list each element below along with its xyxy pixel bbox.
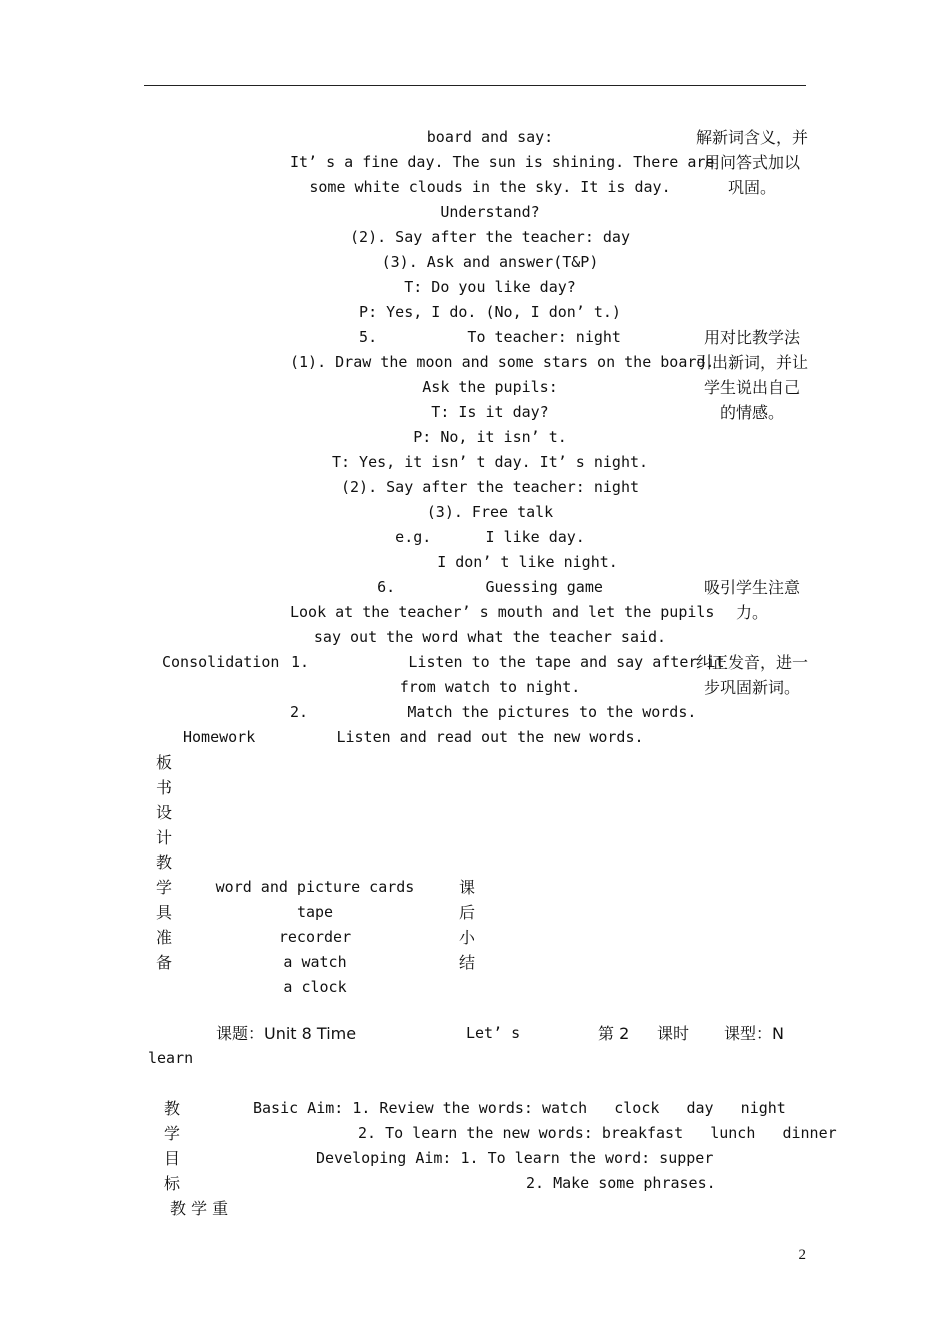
activity-line: Understand? — [440, 203, 540, 221]
lesson-type: 课型：N — [724, 1024, 784, 1043]
activity-line: P: Yes, I do. (No, I don’ t.) — [359, 303, 621, 321]
stage-consolidation: Consolidation — [162, 653, 280, 671]
activity-line: (3). Free talk — [426, 503, 554, 521]
objective-line: 2. To learn the new words: breakfast lunch dinner — [358, 1124, 837, 1142]
lesson-period: 第 2 — [598, 1024, 630, 1043]
purpose-line: 吸引学生注意 — [703, 578, 800, 597]
activity-line: e.g. I like day. — [395, 528, 585, 546]
purpose-line: 步巩固新词。 — [703, 678, 800, 697]
header-rule — [144, 85, 806, 86]
lesson-lets: Let’ s — [466, 1024, 521, 1042]
activity-line: T: Yes, it isn’ t day. It’ s night. — [331, 453, 649, 471]
activity-line: 6. Guessing game — [377, 578, 603, 596]
activity-line: Look at the teacher’ s mouth and let the pupils — [290, 603, 715, 621]
activity-line: 5. To teacher: night — [359, 328, 621, 346]
activity-line: 1. Listen to the tape and say after it — [291, 653, 725, 671]
objective-line: 2. Make some phrases. — [526, 1174, 716, 1192]
activity-line: It’ s a fine day. The sun is shining. There are — [290, 153, 715, 171]
activity-line: (3). Ask and answer(T&P) — [381, 253, 599, 271]
activity-line: P: No, it isn’ t. — [413, 428, 567, 446]
key-points-label: 教 学 重 — [170, 1199, 229, 1218]
aids-item: a clock — [283, 978, 347, 996]
purpose-line: 力。 — [735, 603, 768, 622]
activity-line: say out the word what the teacher said. — [313, 628, 667, 646]
activity-line: some white clouds in the sky. It is day. — [309, 178, 671, 196]
purpose-line: 引出新词，并让 — [695, 353, 808, 372]
objective-line: Basic Aim: 1. Review the words: watch clock day night — [253, 1099, 786, 1117]
purpose-line: 的情感。 — [719, 403, 784, 422]
activity-line: (1). Draw the moon and some stars on the board. — [290, 353, 715, 371]
activity-line: from watch to night. — [399, 678, 581, 696]
purpose-line: 巩固。 — [727, 178, 776, 197]
activity-line: (2). Say after the teacher: day — [350, 228, 630, 246]
aids-item: word and picture cards — [215, 878, 415, 896]
purpose-line: 用问答式加以 — [703, 153, 800, 172]
purpose-line: 纠正发音，进一 — [695, 653, 808, 672]
activity-line: T: Do you like day? — [404, 278, 576, 296]
objective-line: Developing Aim: 1. To learn the word: supper — [316, 1149, 714, 1167]
aids-item: recorder — [278, 928, 352, 946]
purpose-line: 解新词含义，并 — [695, 128, 808, 147]
stage-homework: Homework — [183, 728, 256, 746]
lesson-topic: 课题：Unit 8 Time — [216, 1024, 357, 1043]
activity-line: Ask the pupils: — [422, 378, 558, 396]
page-number: 2 — [798, 1247, 806, 1263]
activity-line: Listen and read out the new words. — [336, 728, 644, 746]
activity-line: T: Is it day? — [431, 403, 549, 421]
activity-line: 2. Match the pictures to the words. — [290, 703, 697, 721]
lesson-learn: learn — [148, 1049, 194, 1067]
purpose-line: 学生说出自己 — [703, 378, 800, 397]
activity-line: board and say: — [426, 128, 554, 146]
aids-item: tape — [296, 903, 334, 921]
activity-line: (2). Say after the teacher: night — [340, 478, 639, 496]
purpose-line: 用对比教学法 — [703, 328, 800, 347]
aids-item: a watch — [283, 953, 347, 971]
lesson-period-unit: 课时 — [657, 1024, 690, 1043]
activity-line: I don’ t like night. — [437, 553, 618, 571]
